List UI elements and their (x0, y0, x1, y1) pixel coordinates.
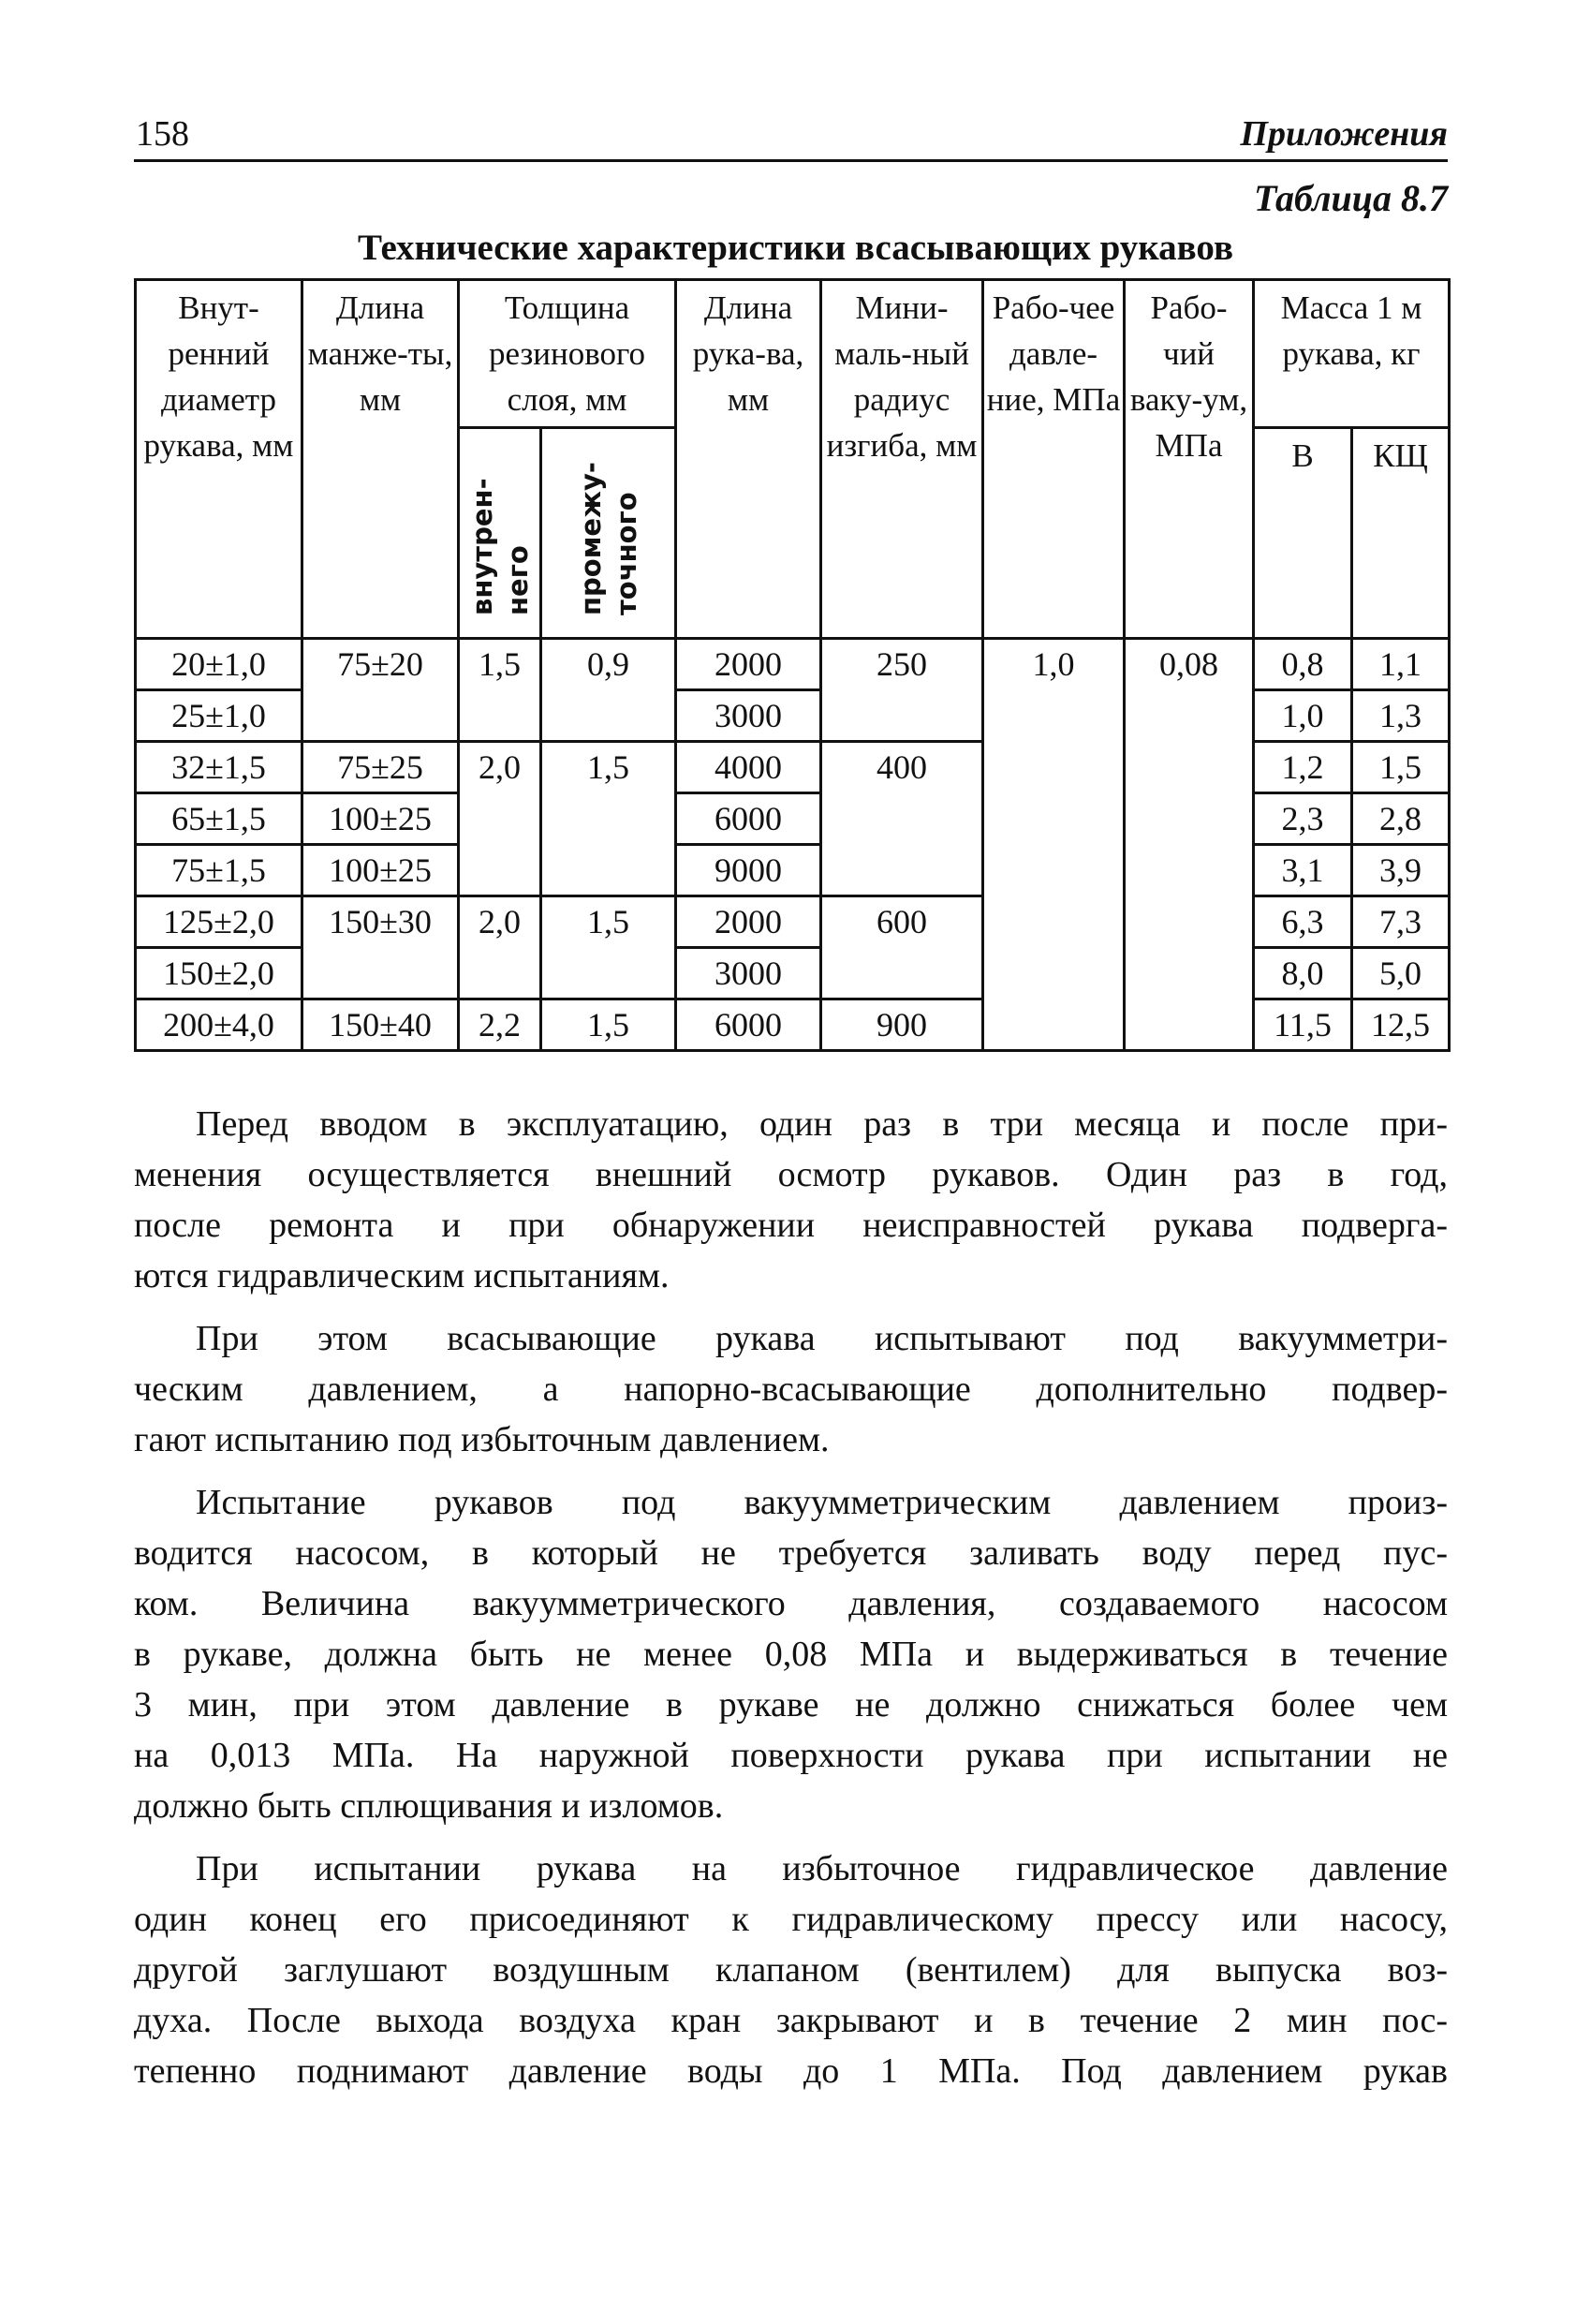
col-mass-ksh: КЩ (1352, 428, 1450, 639)
cell-length: 4000 (676, 742, 821, 793)
cell-length: 9000 (676, 845, 821, 896)
cell-mid: 0,9 (541, 639, 676, 742)
text-line: должно быть сплющивания и изломов. (134, 1786, 724, 1826)
col-thickness: Толщина резинового слоя, мм (459, 280, 676, 428)
cell-mass-ksh: 7,3 (1352, 896, 1450, 948)
paragraph (134, 1313, 1448, 1465)
text-line: 3 мин, при этом давление в рукаве не должно снижаться более чем (134, 1685, 1448, 1724)
cell-diameter: 75±1,5 (136, 845, 302, 896)
text-line: ческим давлением, а напорно-всасывающие дополнительно подвер- (134, 1369, 1448, 1409)
text-line: ются гидравлическим испытаниям. (134, 1256, 670, 1295)
col-vacuum: Рабо-чий ваку-ум, МПа (1125, 280, 1254, 639)
paragraph (134, 1477, 1448, 1831)
cell-radius: 400 (821, 742, 983, 896)
table-title: Технические характеристики всасывающих рукавов (357, 228, 1234, 268)
table-label: Таблица 8.7 (1254, 177, 1448, 219)
cell-mass-b: 6,3 (1254, 896, 1352, 948)
col-cuff-length: Длина манже-ты, мм (302, 280, 459, 639)
cell-length: 6000 (676, 793, 821, 845)
cell-diameter: 32±1,5 (136, 742, 302, 793)
cell-cuff: 150±30 (302, 896, 459, 999)
body-text (134, 1099, 1448, 2096)
cell-inner: 2,0 (459, 742, 541, 896)
cell-mass-b: 2,3 (1254, 793, 1352, 845)
cell-cuff: 100±25 (302, 845, 459, 896)
cell-length: 2000 (676, 896, 821, 948)
col-thickness-mid (541, 428, 676, 639)
cell-diameter: 20±1,0 (136, 639, 302, 690)
cell-inner: 2,0 (459, 896, 541, 999)
cell-mass-ksh: 1,5 (1352, 742, 1450, 793)
text-line: один конец его присоединяют к гидравлическому прессу или насосу, (134, 1900, 1448, 1939)
cell-mass-b: 1,0 (1254, 690, 1352, 742)
cell-diameter: 25±1,0 (136, 690, 302, 742)
book-page (134, 0, 1448, 2096)
cell-length: 3000 (676, 690, 821, 742)
cell-radius: 900 (821, 999, 983, 1051)
cell-mid: 1,5 (541, 999, 676, 1051)
running-header (134, 112, 1448, 162)
cell-length: 3000 (676, 948, 821, 999)
text-line: менения осуществляется внешний осмотр рукавов. Один раз в год, (134, 1155, 1448, 1194)
cell-cuff: 100±25 (302, 793, 459, 845)
text-line: в рукаве, должна быть не менее 0,08 МПа и выдерживаться в течение (134, 1635, 1448, 1674)
col-pressure: Рабо-чее давле-ние, МПа (983, 280, 1125, 639)
cell-mass-b: 3,1 (1254, 845, 1352, 896)
thickness-mid-label: промежу-точного (574, 462, 642, 615)
cell-cuff: 75±20 (302, 639, 459, 742)
cell-mass-ksh: 3,9 (1352, 845, 1450, 896)
section-title: Приложения (1240, 114, 1448, 154)
cell-pressure: 1,0 (983, 639, 1125, 1051)
cell-mid: 1,5 (541, 896, 676, 999)
cell-cuff: 75±25 (302, 742, 459, 793)
cell-mass-b: 11,5 (1254, 999, 1352, 1051)
cell-diameter: 125±2,0 (136, 896, 302, 948)
cell-mass-ksh: 12,5 (1352, 999, 1450, 1051)
cell-cuff: 150±40 (302, 999, 459, 1051)
cell-mass-ksh: 2,8 (1352, 793, 1450, 845)
cell-length: 2000 (676, 639, 821, 690)
cell-radius: 600 (821, 896, 983, 999)
text-line: гают испытанию под избыточным давлением. (134, 1420, 830, 1459)
cell-inner: 1,5 (459, 639, 541, 742)
thickness-inner-label: внутрен-него (465, 478, 534, 615)
col-mass-b: В (1254, 428, 1352, 639)
paragraph (134, 1099, 1448, 1301)
col-mass: Масса 1 м рукава, кг (1254, 280, 1450, 428)
cell-mid: 1,5 (541, 742, 676, 896)
cell-diameter: 65±1,5 (136, 793, 302, 845)
text-line: Перед вводом в эксплуатацию, один раз в три месяца и после при- (196, 1104, 1448, 1144)
cell-mass-ksh: 1,3 (1352, 690, 1450, 742)
cell-mass-ksh: 5,0 (1352, 948, 1450, 999)
text-line: ком. Величина вакуумметрического давления, создаваемого насосом (134, 1584, 1448, 1623)
text-line: При этом всасывающие рукава испытывают под вакуумметри- (196, 1319, 1448, 1358)
cell-diameter: 150±2,0 (136, 948, 302, 999)
text-line: водится насосом, в который не требуется заливать воду перед пус- (134, 1533, 1448, 1573)
table-row (136, 639, 1450, 690)
text-line: духа. После выхода воздуха кран закрывают и в течение 2 мин пос- (134, 2001, 1448, 2040)
cell-inner: 2,2 (459, 999, 541, 1051)
text-line: Испытание рукавов под вакуумметрическим давлением произ- (196, 1483, 1448, 1522)
col-bend-radius: Мини-маль-ный радиус изгиба, мм (821, 280, 983, 639)
cell-length: 6000 (676, 999, 821, 1051)
cell-diameter: 200±4,0 (136, 999, 302, 1051)
cell-mass-ksh: 1,1 (1352, 639, 1450, 690)
col-hose-length: Длина рука-ва, мм (676, 280, 821, 639)
cell-vacuum: 0,08 (1125, 639, 1254, 1051)
text-line: на 0,013 МПа. На наружной поверхности рукава при испытании не (134, 1736, 1448, 1775)
page-number: 158 (136, 114, 189, 154)
cell-mass-b: 1,2 (1254, 742, 1352, 793)
col-diameter: Внут-ренний диаметр рукава, мм (136, 280, 302, 639)
hose-specs-table (134, 278, 1451, 1052)
col-thickness-inner (459, 428, 541, 639)
paragraph (134, 1843, 1448, 2096)
cell-mass-b: 8,0 (1254, 948, 1352, 999)
text-line: после ремонта и при обнаружении неисправностей рукава подверга- (134, 1206, 1448, 1245)
text-line: другой заглушают воздушным клапаном (вентилем) для выпуска воз- (134, 1950, 1448, 1990)
text-line: тепенно поднимают давление воды до 1 МПа. Под давлением рукав (134, 2051, 1448, 2091)
text-line: При испытании рукава на избыточное гидравлическое давление (196, 1849, 1448, 1888)
cell-mass-b: 0,8 (1254, 639, 1352, 690)
cell-radius: 250 (821, 639, 983, 742)
